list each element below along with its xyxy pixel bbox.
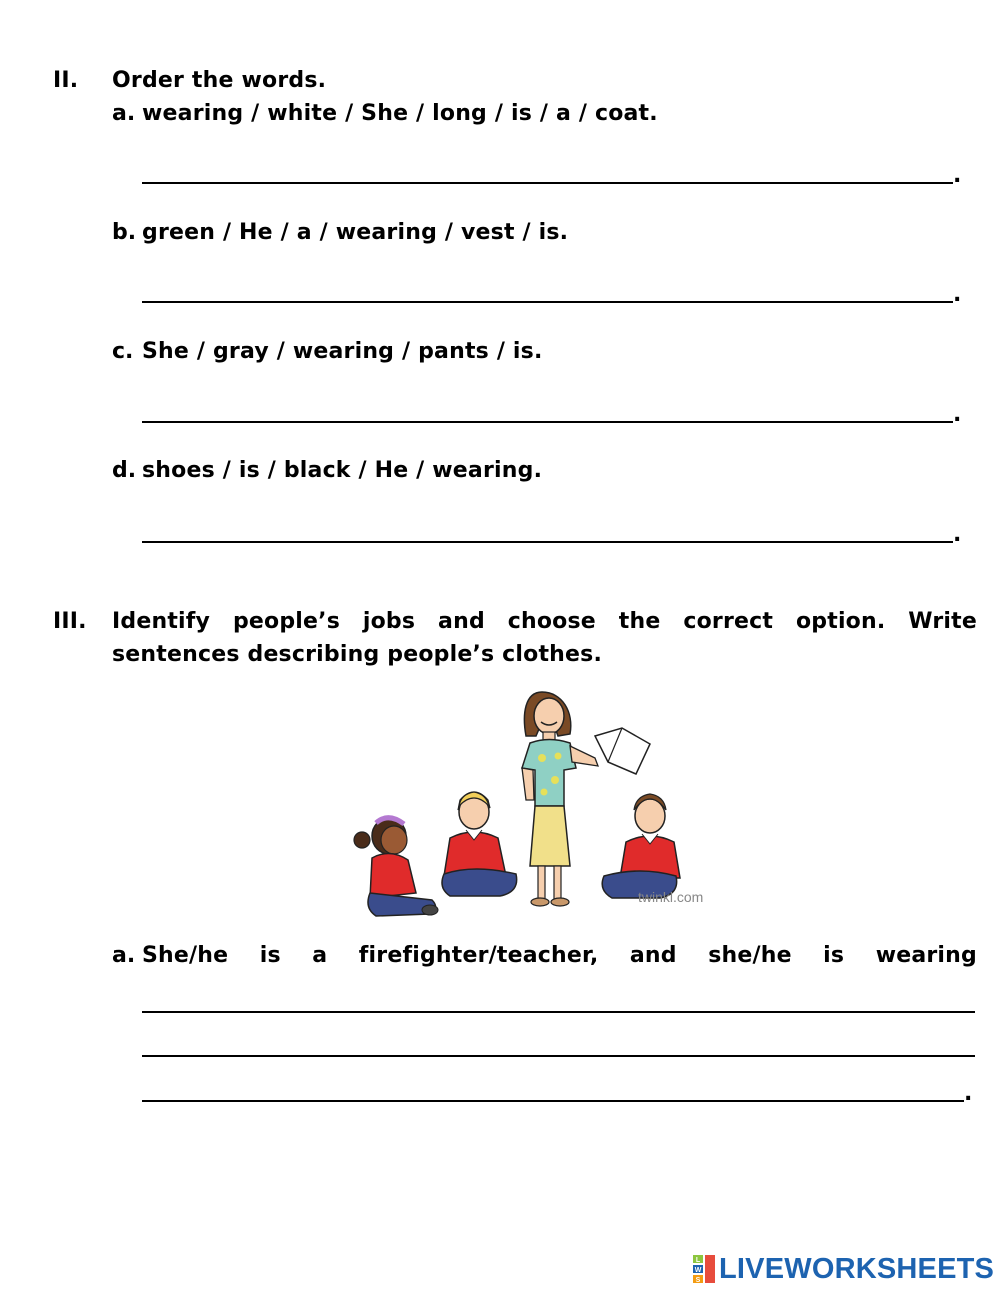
item-a-label: a. xyxy=(112,101,136,126)
section-iii-instruction-line2: sentences describing people’s clothes. xyxy=(112,642,602,667)
item-d-answer-line[interactable] xyxy=(142,541,953,543)
item-b-words: green / He / a / wearing / vest / is. xyxy=(142,220,569,245)
item-c-period: . xyxy=(953,402,962,427)
item-iii-a-label: a. xyxy=(112,943,136,968)
svg-text:L: L xyxy=(695,1257,701,1264)
brand-text: LIVEWORKSHEETS xyxy=(719,1252,995,1285)
item-c-label: c. xyxy=(112,339,134,364)
item-d-words: shoes / is / black / He / wearing. xyxy=(142,458,543,483)
item-a-words: wearing / white / She / long / is / a / coat. xyxy=(142,101,658,126)
item-c-words: She / gray / wearing / pants / is. xyxy=(142,339,543,364)
liveworksheets-logo-icon xyxy=(693,1255,715,1283)
item-d-label: d. xyxy=(112,458,137,483)
item-b-label: b. xyxy=(112,220,137,245)
liveworksheets-brand[interactable] xyxy=(693,1253,994,1285)
item-iii-a-sentence: She/he is a firefighter/teacher, and she/he is wearing xyxy=(142,943,977,968)
section-iii-instruction-line1: Identify people’s jobs and choose the correct option. Write xyxy=(112,609,977,634)
item-b-period: . xyxy=(953,282,962,307)
svg-text:W: W xyxy=(694,1267,702,1274)
item-c-answer-line[interactable] xyxy=(142,421,953,423)
child-right-figure xyxy=(602,794,680,898)
item-iii-a-answer-line-1[interactable] xyxy=(142,1011,975,1013)
section-ii-title: Order the words. xyxy=(112,68,327,93)
child-left-figure xyxy=(354,818,438,916)
item-iii-a-period: . xyxy=(964,1081,973,1106)
item-iii-a-answer-line-2[interactable] xyxy=(142,1055,975,1057)
item-a-answer-line[interactable] xyxy=(142,182,953,184)
item-b-answer-line[interactable] xyxy=(142,301,953,303)
child-middle-figure xyxy=(442,792,517,896)
teacher-and-children-illustration xyxy=(350,688,730,923)
section-iii-numeral: III. xyxy=(53,609,87,634)
item-iii-a-answer-line-3[interactable] xyxy=(142,1100,964,1102)
item-d-period: . xyxy=(953,522,962,547)
item-a-period: . xyxy=(953,163,962,188)
image-credit: twinkl.com xyxy=(638,889,704,905)
svg-text:S: S xyxy=(695,1277,701,1283)
section-ii-numeral: II. xyxy=(53,68,79,93)
